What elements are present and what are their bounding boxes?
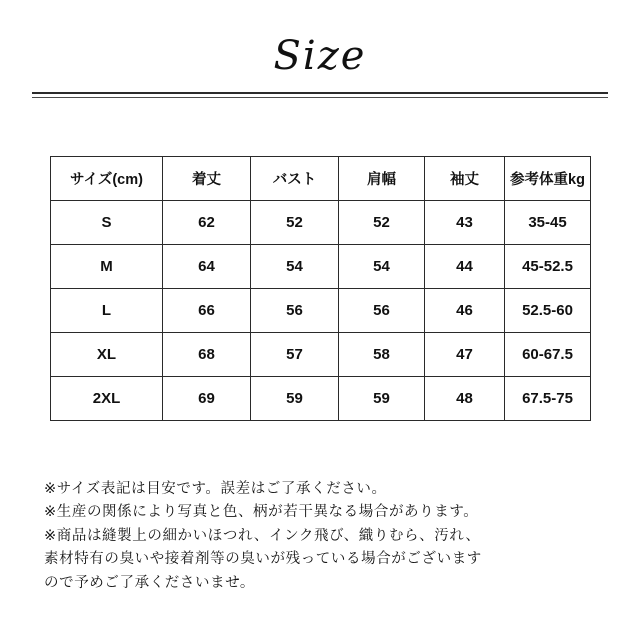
- table-cell: 48: [425, 377, 505, 421]
- table-cell: 52: [251, 201, 339, 245]
- table-row: [51, 289, 591, 333]
- table-cell-size: S: [51, 201, 163, 245]
- notes-block: [44, 478, 610, 595]
- note-line: ※サイズ表記は目安です。誤差はご了承ください。: [44, 481, 387, 497]
- table-cell: 44: [425, 245, 505, 289]
- table-header-cell: サイズ(cm): [51, 157, 163, 201]
- table-row: [51, 377, 591, 421]
- divider-thin-line: [32, 97, 608, 98]
- size-table-wrapper: [50, 156, 590, 421]
- table-cell: 59: [339, 377, 425, 421]
- table-cell-size: XL: [51, 333, 163, 377]
- table-cell: 47: [425, 333, 505, 377]
- size-table: [50, 156, 591, 421]
- table-cell: 60-67.5: [505, 333, 591, 377]
- table-header-cell: バスト: [251, 157, 339, 201]
- page-title: Size: [273, 33, 367, 79]
- table-header-row: [51, 157, 591, 201]
- table-row: [51, 245, 591, 289]
- table-cell: 66: [163, 289, 251, 333]
- table-cell: 56: [339, 289, 425, 333]
- note-line: 素材特有の臭いや接着剤等の臭いが残っている場合がございます: [44, 551, 482, 568]
- note-line: ※生産の関係により写真と色、柄が若干異なる場合があります。: [44, 504, 479, 521]
- table-row: [51, 333, 591, 377]
- table-header-cell: 着丈: [163, 157, 251, 201]
- table-cell: 57: [251, 333, 339, 377]
- table-cell: 54: [251, 245, 339, 289]
- table-cell: 69: [163, 377, 251, 421]
- table-cell: 46: [425, 289, 505, 333]
- table-cell: 68: [163, 333, 251, 377]
- note-line: ので予めご了承くださいませ。: [44, 574, 255, 591]
- table-row: [51, 201, 591, 245]
- table-cell: 58: [339, 333, 425, 377]
- table-cell: 35-45: [505, 201, 591, 245]
- table-cell: 45-52.5: [505, 245, 591, 289]
- table-cell: 56: [251, 289, 339, 333]
- table-cell-size: M: [51, 245, 163, 289]
- table-cell: 54: [339, 245, 425, 289]
- table-cell-size: 2XL: [51, 377, 163, 421]
- table-header-cell: 参考体重kg: [505, 157, 591, 201]
- table-cell-size: L: [51, 289, 163, 333]
- title-divider: [32, 92, 608, 98]
- table-header-cell: 袖丈: [425, 157, 505, 201]
- table-cell: 52: [339, 201, 425, 245]
- table-cell: 62: [163, 201, 251, 245]
- table-cell: 52.5-60: [505, 289, 591, 333]
- table-cell: 59: [251, 377, 339, 421]
- note-line: ※商品は縫製上の細かいほつれ、インク飛び、織りむら、汚れ、: [44, 527, 481, 544]
- table-header-cell: 肩幅: [339, 157, 425, 201]
- table-cell: 67.5-75: [505, 377, 591, 421]
- table-cell: 43: [425, 201, 505, 245]
- table-cell: 64: [163, 245, 251, 289]
- title-block: [0, 0, 640, 98]
